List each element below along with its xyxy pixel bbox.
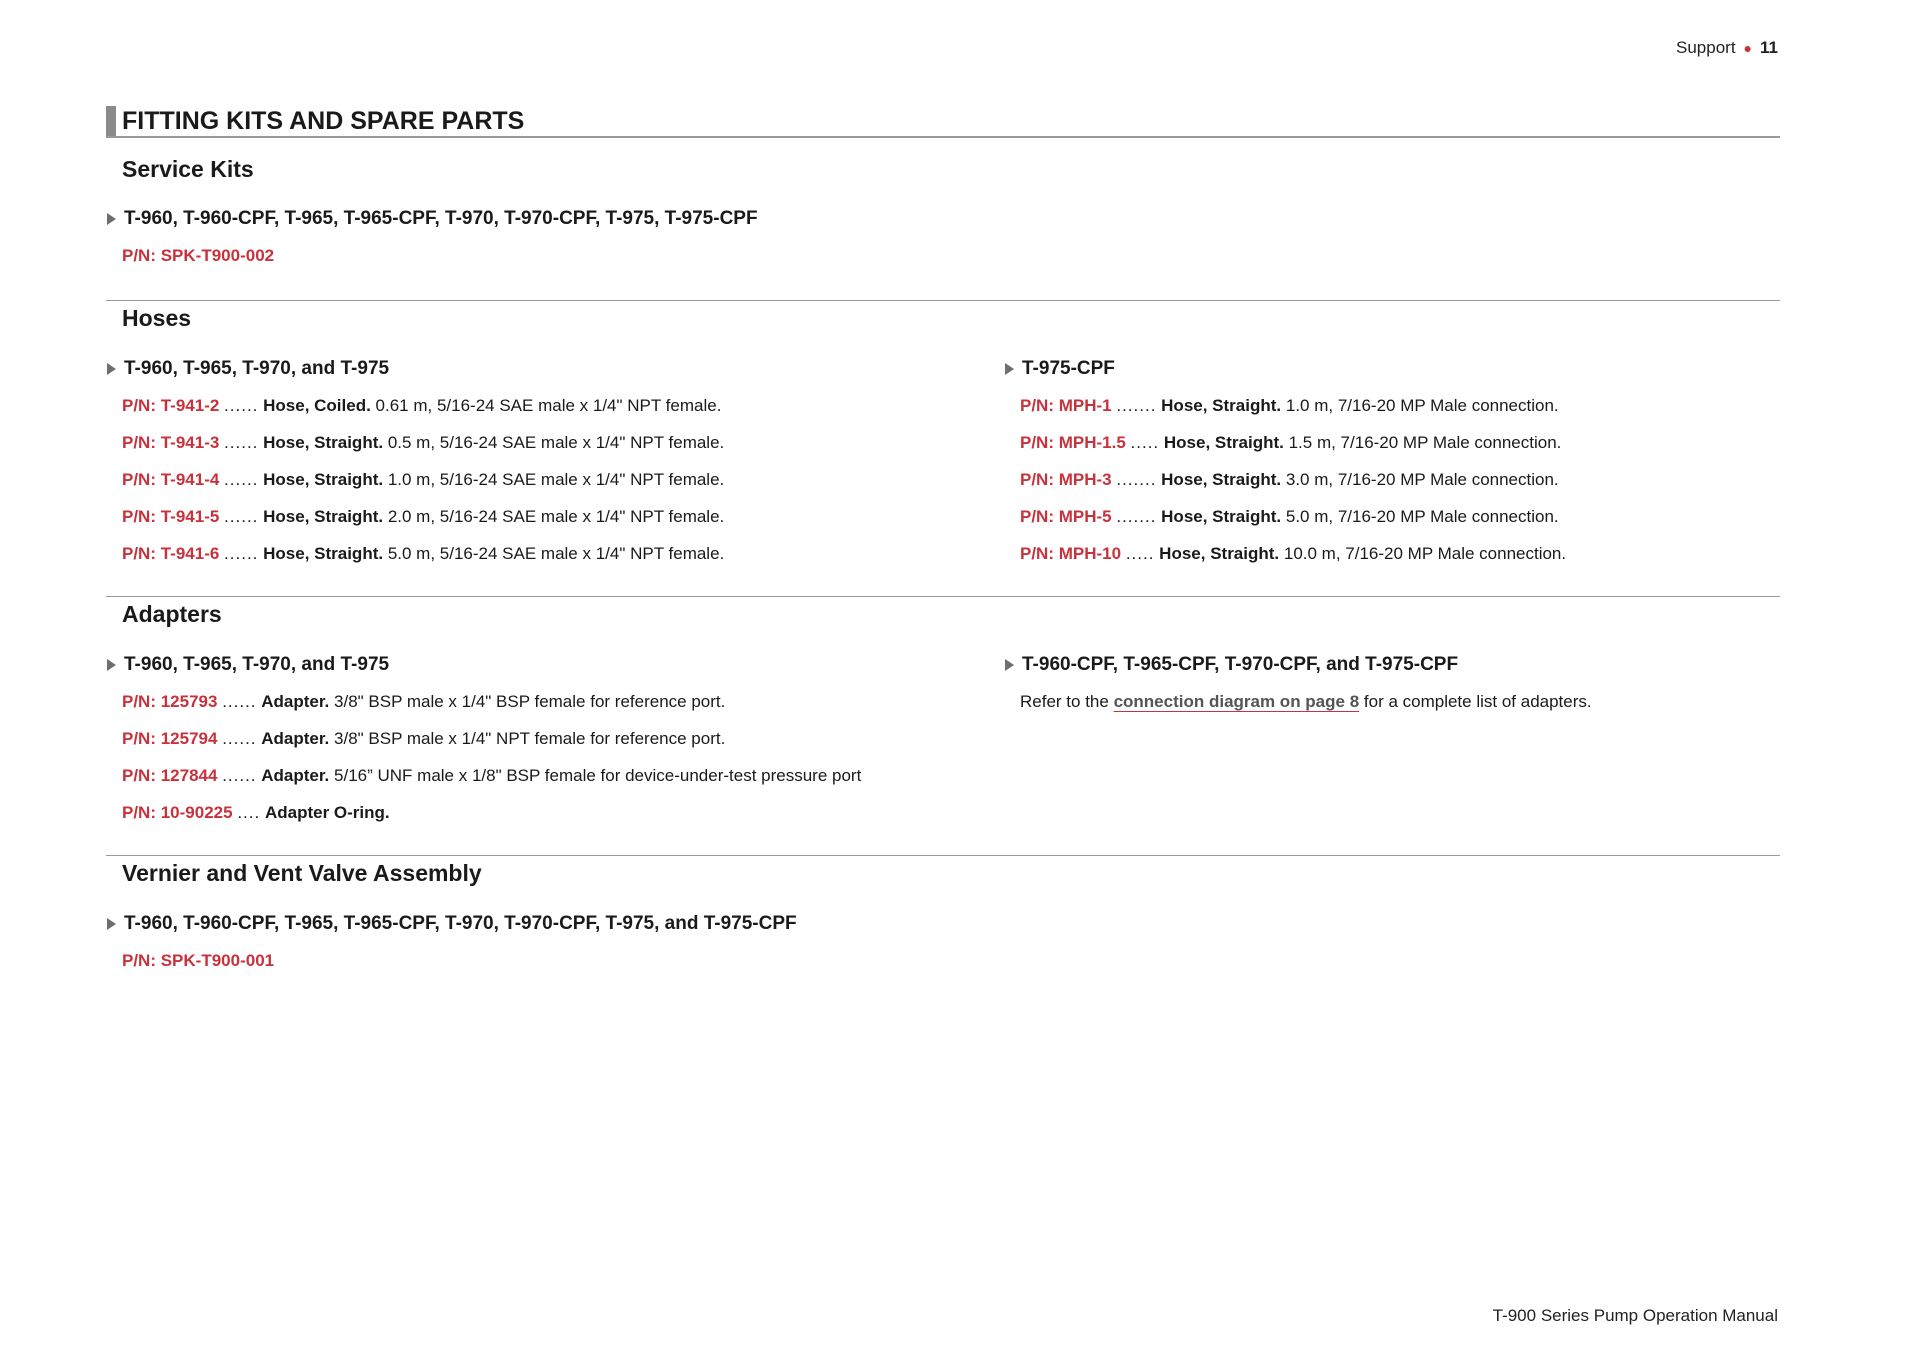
section-title-service-kits: Service Kits <box>122 156 254 182</box>
leader-dots: ...... <box>224 507 259 526</box>
section-title-vernier: Vernier and Vent Valve Assembly <box>122 860 482 886</box>
leader-dots: ...... <box>224 433 259 452</box>
vernier-models: T-960, T-960-CPF, T-965, T-965-CPF, T-970, T-970-CPF, T-975, and T-975-CPF <box>124 913 797 934</box>
part-name: Hose, Straight. <box>263 433 384 452</box>
part-description: 1.5 m, 7/16-20 MP Male connection. <box>1288 433 1562 452</box>
hoses-right-models: T-975-CPF <box>1022 358 1115 379</box>
service-kit-part-number: P/N: SPK-T900-002 <box>122 246 275 265</box>
parts-list-item <box>1020 542 1566 579</box>
parts-list-item <box>122 431 724 468</box>
page-header <box>1676 38 1778 58</box>
note-text-after: for a complete list of adapters. <box>1359 692 1592 711</box>
group-heading <box>106 207 758 231</box>
parts-list-item <box>1020 431 1566 468</box>
page-title: FITTING KITS AND SPARE PARTS <box>122 107 525 135</box>
parts-list-item <box>122 801 861 838</box>
parts-list-item <box>122 542 724 579</box>
parts-list-item <box>1020 394 1566 431</box>
part-number: P/N: MPH-1.5 <box>1020 433 1126 452</box>
note-text-before: Refer to the <box>1020 692 1114 711</box>
triangle-bullet-icon <box>1005 363 1014 375</box>
header-section: Support <box>1676 38 1736 57</box>
part-number: P/N: 125794 <box>122 729 218 748</box>
vernier-part-number: P/N: SPK-T900-001 <box>122 951 275 970</box>
adapters-reference-note <box>1020 690 1592 727</box>
triangle-bullet-icon <box>107 918 116 930</box>
part-number: P/N: MPH-10 <box>1020 544 1122 563</box>
part-name: Hose, Coiled. <box>263 396 371 415</box>
leader-dots: ..... <box>1125 544 1155 563</box>
part-number: P/N: 125793 <box>122 692 218 711</box>
adapters-section <box>106 596 1780 847</box>
part-number: P/N: T-941-4 <box>122 470 220 489</box>
part-description: 0.61 m, 5/16-24 SAE male x 1/4" NPT female. <box>375 396 722 415</box>
part-description: 3/8" BSP male x 1/4" BSP female for reference port. <box>334 692 726 711</box>
part-number: P/N: T-941-2 <box>122 396 220 415</box>
page-footer: T-900 Series Pump Operation Manual <box>1492 1306 1778 1325</box>
vernier-group <box>106 912 797 986</box>
leader-dots: ...... <box>224 544 259 563</box>
triangle-bullet-icon <box>107 659 116 671</box>
group-heading <box>1004 357 1566 381</box>
group-heading <box>106 357 724 381</box>
title-accent-bar <box>106 106 116 136</box>
part-number: P/N: 127844 <box>122 766 218 785</box>
adapters-left-models: T-960, T-965, T-970, and T-975 <box>124 654 390 675</box>
parts-list-item <box>122 727 861 764</box>
page-number: 11 <box>1760 38 1778 57</box>
part-name: Hose, Straight. <box>1159 544 1280 563</box>
part-name: Hose, Straight. <box>263 544 384 563</box>
part-description: 10.0 m, 7/16-20 MP Male connection. <box>1283 544 1567 563</box>
hoses-section <box>106 300 1780 591</box>
part-name: Hose, Straight. <box>1163 433 1284 452</box>
hoses-left-models: T-960, T-965, T-970, and T-975 <box>124 358 390 379</box>
leader-dots: ...... <box>224 470 259 489</box>
triangle-bullet-icon <box>107 213 116 225</box>
service-kits-group <box>106 207 758 281</box>
part-number: P/N: MPH-3 <box>1020 470 1112 489</box>
leader-dots: ...... <box>222 729 257 748</box>
part-name: Hose, Straight. <box>1161 396 1282 415</box>
service-kits-section <box>106 150 1780 290</box>
part-name: Hose, Straight. <box>1161 470 1282 489</box>
parts-list-item <box>1020 505 1566 542</box>
page-title-block <box>106 106 1780 138</box>
section-title-adapters: Adapters <box>122 601 222 627</box>
part-number: P/N: T-941-5 <box>122 507 220 526</box>
parts-list-item <box>1020 468 1566 505</box>
part-name: Hose, Straight. <box>263 470 384 489</box>
leader-dots: ....... <box>1116 470 1157 489</box>
part-description: 5.0 m, 7/16-20 MP Male connection. <box>1285 507 1559 526</box>
part-description: 3/8" BSP male x 1/4" NPT female for reference port. <box>334 729 726 748</box>
part-name: Adapter O-ring. <box>264 803 390 822</box>
part-number: P/N: T-941-3 <box>122 433 220 452</box>
part-description: 5/16” UNF male x 1/8" BSP female for device-under-test pressure port <box>334 766 862 785</box>
leader-dots: ...... <box>224 396 259 415</box>
part-name: Hose, Straight. <box>1161 507 1282 526</box>
section-title-hoses: Hoses <box>122 305 192 331</box>
part-description: 3.0 m, 7/16-20 MP Male connection. <box>1285 470 1559 489</box>
service-kits-models: T-960, T-960-CPF, T-965, T-965-CPF, T-970, T-970-CPF, T-975, T-975-CPF <box>124 208 758 229</box>
part-name: Adapter. <box>261 692 330 711</box>
connection-diagram-link[interactable]: connection diagram on page 8 <box>1113 692 1360 711</box>
group-heading <box>106 653 861 677</box>
part-number: P/N: T-941-6 <box>122 544 220 563</box>
part-name: Adapter. <box>261 729 330 748</box>
adapters-right-models: T-960-CPF, T-965-CPF, T-970-CPF, and T-975-CPF <box>1022 654 1459 675</box>
part-number: P/N: MPH-5 <box>1020 507 1112 526</box>
hoses-right-group <box>1004 357 1566 579</box>
leader-dots: ...... <box>222 692 257 711</box>
hoses-left-group <box>106 357 724 579</box>
part-number: P/N: 10-90225 <box>122 803 233 822</box>
part-number: P/N: MPH-1 <box>1020 396 1112 415</box>
leader-dots: ..... <box>1130 433 1160 452</box>
part-description: 2.0 m, 5/16-24 SAE male x 1/4" NPT female. <box>387 507 725 526</box>
parts-list-item <box>122 505 724 542</box>
parts-list-item <box>122 468 724 505</box>
bullet-icon: ● <box>1743 40 1753 56</box>
adapters-right-group <box>1004 653 1592 727</box>
part-description: 1.0 m, 5/16-24 SAE male x 1/4" NPT female. <box>387 470 725 489</box>
triangle-bullet-icon <box>1005 659 1014 671</box>
parts-list-item <box>122 764 861 801</box>
leader-dots: ...... <box>222 766 257 785</box>
parts-list-item <box>122 690 861 727</box>
group-heading <box>1004 653 1592 677</box>
adapters-left-group <box>106 653 861 838</box>
leader-dots: .... <box>237 803 261 822</box>
group-heading <box>106 912 797 936</box>
part-name: Adapter. <box>261 766 330 785</box>
leader-dots: ....... <box>1116 396 1157 415</box>
vernier-section <box>106 855 1780 996</box>
part-name: Hose, Straight. <box>263 507 384 526</box>
parts-list-item <box>122 394 724 431</box>
part-description: 0.5 m, 5/16-24 SAE male x 1/4" NPT female. <box>387 433 725 452</box>
triangle-bullet-icon <box>107 363 116 375</box>
part-description: 1.0 m, 7/16-20 MP Male connection. <box>1285 396 1559 415</box>
part-description: 5.0 m, 5/16-24 SAE male x 1/4" NPT female. <box>387 544 725 563</box>
leader-dots: ....... <box>1116 507 1157 526</box>
